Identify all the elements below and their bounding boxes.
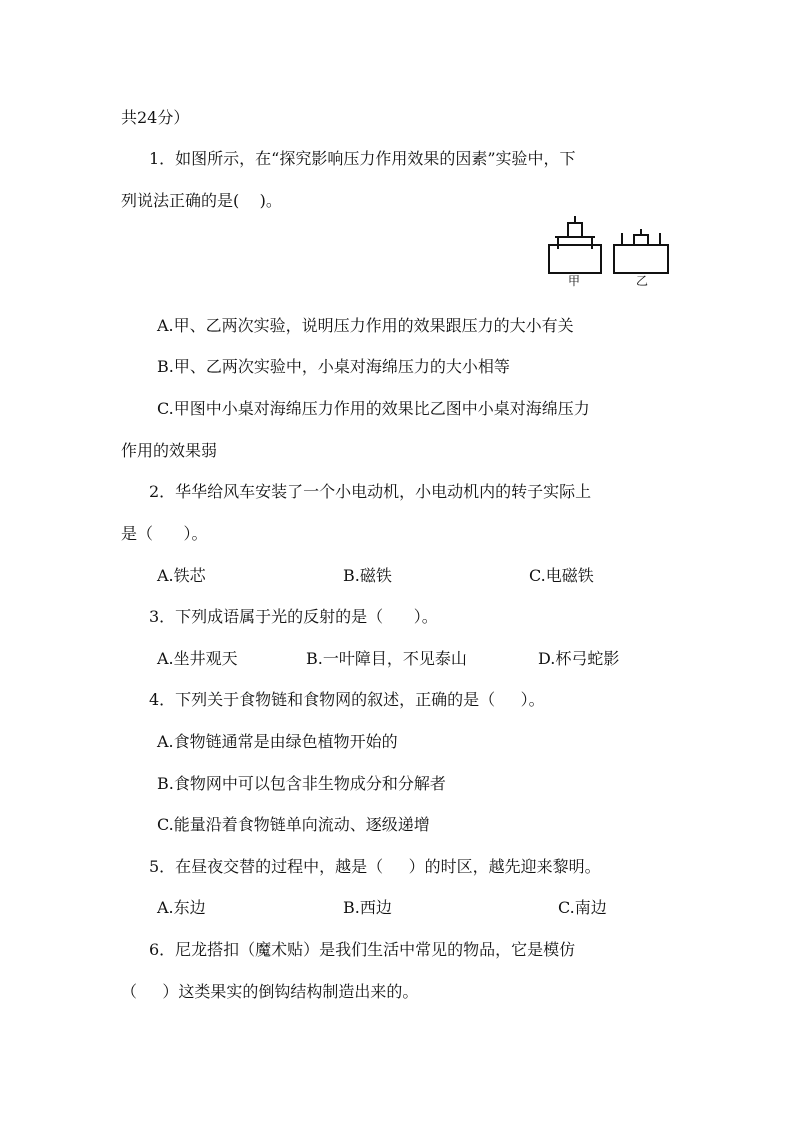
weight-yi <box>634 235 648 245</box>
q6-stem-line2: （ ）这类果实的倒钩结构制造出来的。 <box>121 982 419 1001</box>
q5-option-b: B.西边 <box>343 898 392 917</box>
q1-option-b: B.甲、乙两次实验中，小桌对海绵压力的大小相等 <box>157 357 510 376</box>
q3-option-d: D.杯弓蛇影 <box>538 649 620 668</box>
q2-option-b: B.磁铁 <box>343 566 392 585</box>
q4-option-a: A.食物链通常是由绿色植物开始的 <box>157 732 398 751</box>
q3-option-a: A.坐井观天 <box>157 649 238 668</box>
q6-stem-line1: 6．尼龙搭扣（魔术贴）是我们生活中常见的物品，它是模仿 <box>149 940 576 959</box>
section-intro: 共24分） <box>121 108 190 127</box>
q2-stem-line2: 是（ ）。 <box>121 524 208 543</box>
q2-option-c: C.电磁铁 <box>529 566 594 585</box>
pressure-experiment-figure <box>546 205 671 295</box>
sponge-yi <box>614 245 668 273</box>
q4-option-b: B.食物网中可以包含非生物成分和分解者 <box>157 774 446 793</box>
q3-stem: 3．下列成语属于光的反射的是（ ）。 <box>149 607 438 626</box>
figure-label-yi: 乙 <box>636 274 649 288</box>
q4-stem: 4．下列关于食物链和食物网的叙述，正确的是（ ）。 <box>149 690 545 709</box>
q5-option-a: A.东边 <box>157 898 206 917</box>
q5-option-c: C.南边 <box>558 898 607 917</box>
q1-option-c-line1: C.甲图中小桌对海绵压力作用的效果比乙图中小桌对海绵压力 <box>157 399 590 418</box>
sponge-jia <box>549 245 601 273</box>
q2-option-a: A.铁芯 <box>157 566 206 585</box>
q1-stem-line1: 1．如图所示，在“探究影响压力作用效果的因素”实验中，下 <box>149 149 576 168</box>
q2-stem-line1: 2．华华给风车安装了一个小电动机，小电动机内的转子实际上 <box>149 482 592 501</box>
q5-stem: 5．在昼夜交替的过程中，越是（ ）的时区，越先迎来黎明。 <box>149 857 601 876</box>
weight-jia <box>568 223 582 237</box>
q1-option-a: A.甲、乙两次实验，说明压力作用的效果跟压力的大小有关 <box>157 316 574 335</box>
q3-option-b: B.一叶障目，不见泰山 <box>306 649 467 668</box>
q1-stem-line2: 列说法正确的是( )。 <box>121 191 282 210</box>
q4-option-c: C.能量沿着食物链单向流动、逐级递增 <box>157 815 430 834</box>
q1-option-c-line2: 作用的效果弱 <box>121 441 218 460</box>
figure-label-jia: 甲 <box>568 274 581 288</box>
